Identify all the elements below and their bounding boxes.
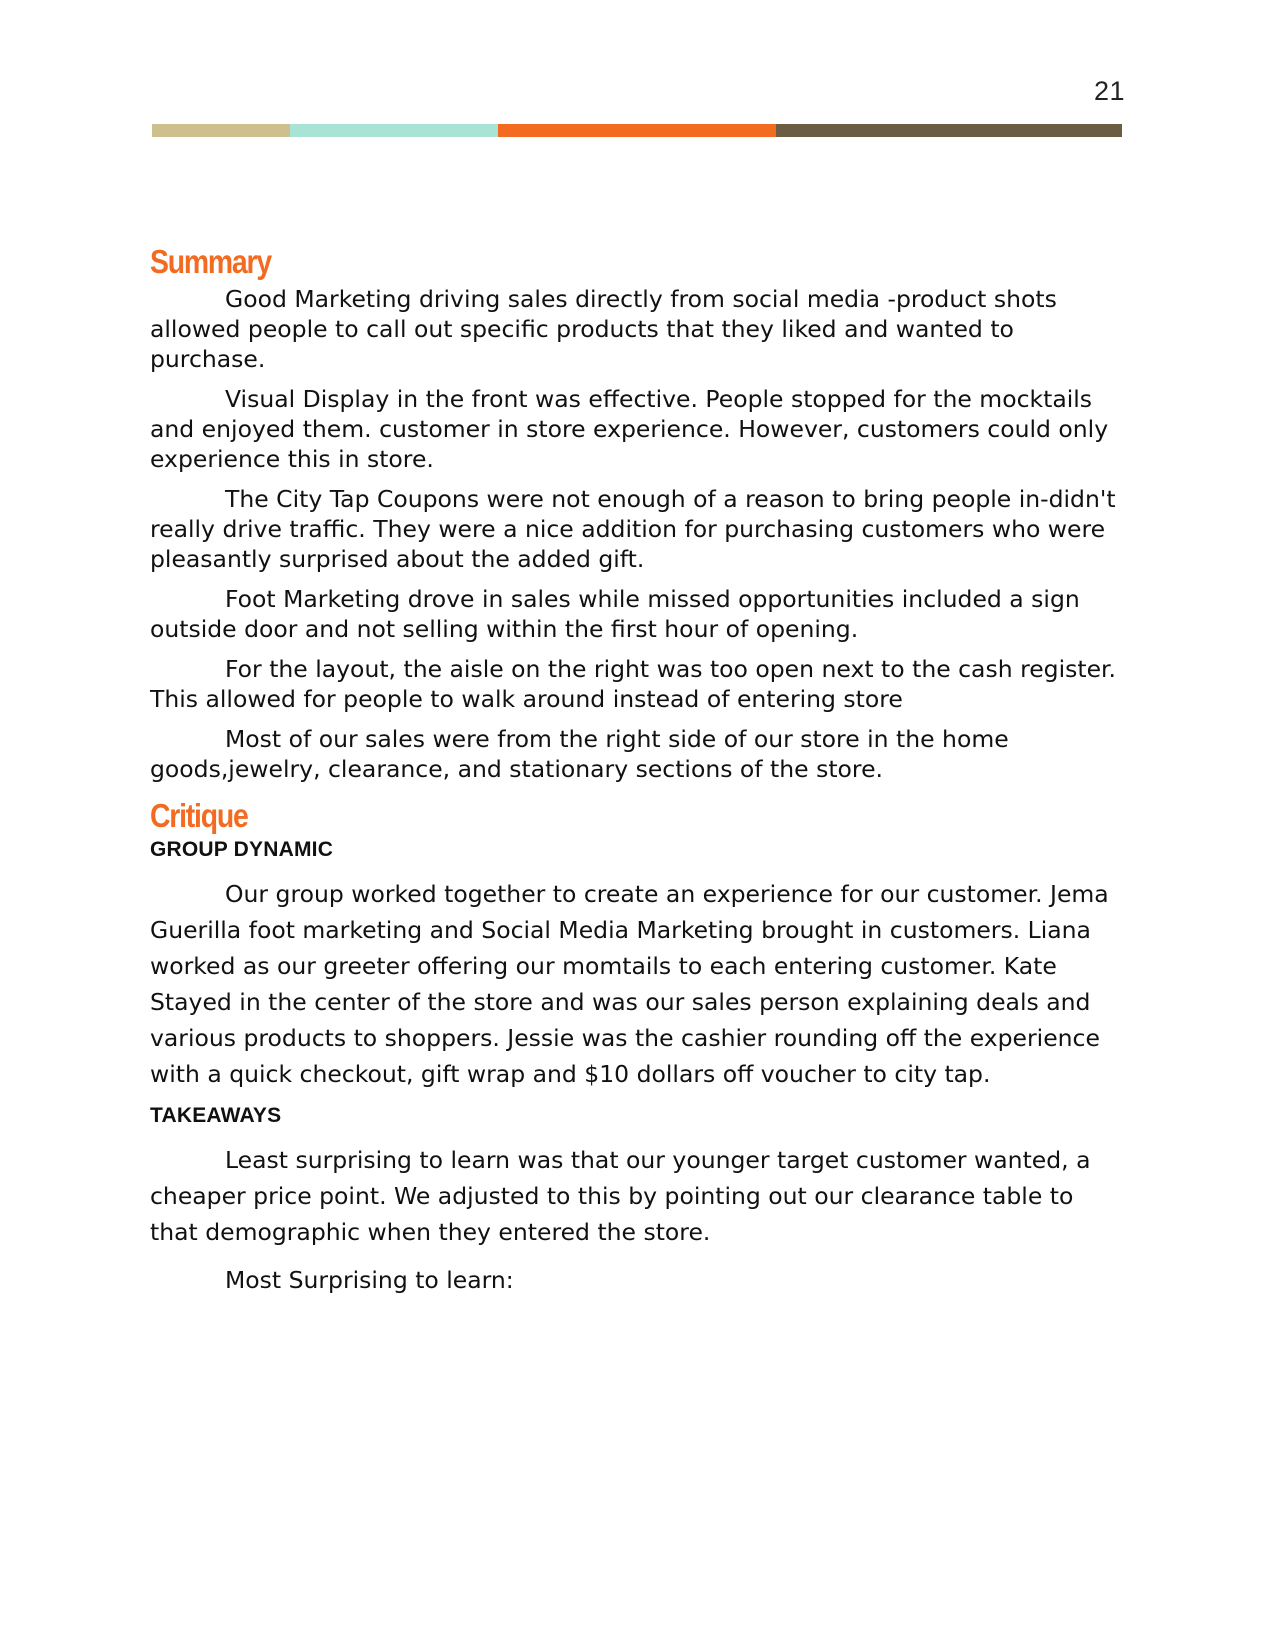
document-body	[150, 240, 1125, 1310]
page-number: 21	[1093, 76, 1125, 106]
summary-paragraph: Foot Marketing drove in sales while missed opportunities included a sign outside door and not selling within the first hour of opening.	[150, 585, 1080, 643]
summary-paragraph: Most of our sales were from the right side of our store in the home goods,jewelry, clearance, and stationary sections of the store.	[150, 725, 1009, 783]
summary-paragraph: The City Tap Coupons were not enough of a reason to bring people in-didn't really drive traffic. They were a nice addition for purchasing customers who were pleasantly surprised about the added gift.	[150, 485, 1116, 573]
color-bar-segment-tan	[152, 124, 290, 137]
summary-heading: Summary	[150, 243, 271, 280]
color-bar-segment-brown	[776, 124, 1122, 137]
color-bar-segment-aqua	[290, 124, 498, 137]
takeaways-paragraph: Most Surprising to learn:	[225, 1266, 514, 1294]
summary-paragraph: Visual Display in the front was effective. People stopped for the mocktails and enjoyed them. customer in store experience. However, customers could only experience this in store.	[150, 385, 1109, 473]
critique-section	[150, 794, 1125, 1298]
critique-heading: Critique	[150, 797, 248, 834]
color-bar-segment-orange	[498, 124, 776, 137]
takeaways-paragraph: Least surprising to learn was that our younger target customer wanted, a cheaper price point. We adjusted to this by pointing out our clearance table to that demographic when they entered the store.	[150, 1146, 1091, 1246]
group-dynamic-paragraph: Our group worked together to create an experience for our customer. Jema Guerilla foot marketing and Social Media Marketing brought in customers. Liana worked as our greeter offering our momtails to each entering customer. Kate Stayed in the center of the store and was our sales person explaining deals and various products to shoppers. Jessie was the cashier rounding off the experience with a quick checkout, gift wrap and $10 dollars off voucher to city tap.	[150, 880, 1109, 1088]
summary-section	[150, 240, 1125, 784]
header-color-bar	[152, 124, 1122, 137]
summary-paragraph: Good Marketing driving sales directly from social media -product shots allowed people to call out specific products that they liked and wanted to purchase.	[150, 285, 1057, 373]
summary-paragraph: For the layout, the aisle on the right was too open next to the cash register. This allowed for people to walk around instead of entering store	[150, 655, 1117, 713]
takeaways-heading: TAKEAWAYS	[150, 1104, 282, 1127]
group-dynamic-heading: GROUP DYNAMIC	[150, 838, 334, 861]
